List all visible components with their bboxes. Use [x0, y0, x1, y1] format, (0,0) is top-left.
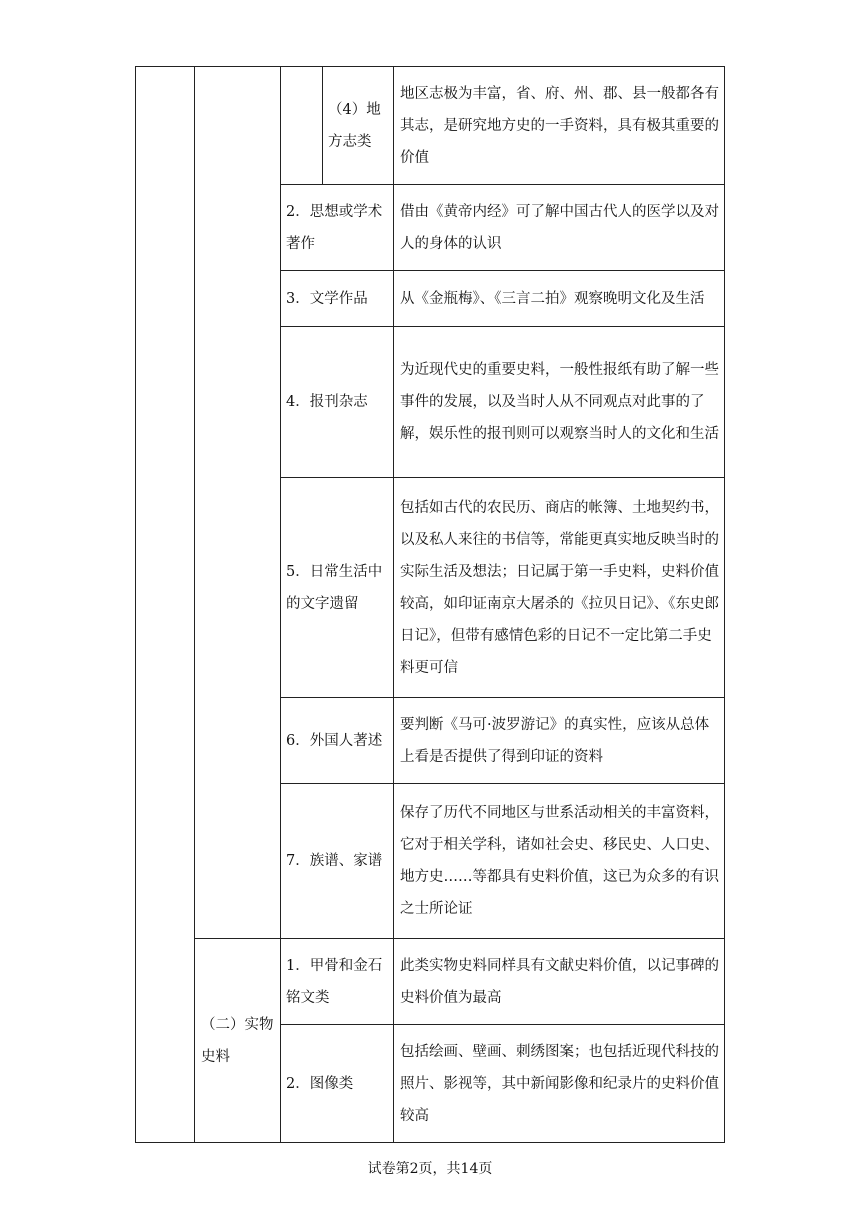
- category-cell: [286, 784, 390, 938]
- description-text: 包括绘画、壁画、刺绣图案；也包括近现代科技的照片、影视等，其中新闻影像和纪录片的史料价值较高: [400, 1043, 719, 1124]
- category-label: 4．报刊杂志: [286, 394, 368, 410]
- group-label: （二）实物史料: [201, 1016, 274, 1065]
- description-cell: [400, 698, 720, 783]
- category-label: （4）地方志类: [328, 101, 381, 150]
- description-text: 要判断《马可·波罗游记》的真实性，应该从总体上看是否提供了得到印证的资料: [400, 716, 710, 765]
- category-cell: [286, 327, 390, 477]
- page-footer: 试卷第2页，共14页: [367, 1161, 493, 1177]
- description-cell: [400, 784, 720, 938]
- description-cell: [400, 939, 720, 1024]
- category-label: 2．思想或学术著作: [286, 203, 383, 252]
- description-text: 借由《黄帝内经》可了解中国古代人的医学以及对人的身体的认识: [400, 203, 719, 252]
- description-cell: [400, 185, 720, 270]
- description-cell: [400, 327, 720, 477]
- category-label: 1．甲骨和金石铭文类: [286, 957, 383, 1006]
- category-label: 7．族谱、家谱: [286, 853, 383, 869]
- category-cell: [286, 271, 390, 326]
- description-cell: [400, 271, 720, 326]
- description-text: 保存了历代不同地区与世系活动相关的丰富资料，它对于相关学科，诸如社会史、移民史、人口史、地方史……等都具有史料价值，这已为众多的有识之士所论证: [400, 805, 719, 917]
- group-label-cell: [201, 939, 277, 1142]
- description-text: 此类实物史料同样具有文献史料价值，以记事碑的史料价值为最高: [400, 957, 719, 1006]
- description-text: 包括如古代的农民历、商店的帐簿、土地契约书，以及私人来往的书信等，常能更真实地反映当时的实际生活及想法；日记属于第一手史料，史料价值较高，如印证南京大屠杀的《拉贝日记》、《东史郎日记》，但带有感情色彩的日记不一定比第二手史料更可信: [400, 499, 719, 676]
- description-text: 为近现代史的重要史料，一般性报纸有助了解一些事件的发展，以及当时人从不同观点对此事的了解，娱乐性的报刊则可以观察当时人的文化和生活: [400, 362, 719, 442]
- category-cell: [286, 185, 390, 270]
- category-cell: [286, 939, 390, 1024]
- description-cell: [400, 478, 720, 697]
- category-cell: [286, 1025, 390, 1142]
- category-label: 2．图像类: [286, 1075, 354, 1092]
- description-cell: [400, 1025, 720, 1142]
- category-cell: [286, 698, 390, 783]
- category-label: 5．日常生活中的文字遗留: [286, 563, 383, 612]
- category-cell: [286, 478, 390, 697]
- description-cell: [400, 67, 720, 184]
- category-cell: [328, 67, 390, 184]
- description-text: 从《金瓶梅》、《三言二拍》观察晚明文化及生活: [400, 290, 705, 307]
- category-label: 6．外国人著述: [286, 732, 383, 749]
- category-label: 3．文学作品: [286, 290, 368, 307]
- description-text: 地区志极为丰富，省、府、州、郡、县一般都各有其志，是研究地方史的一手资料，具有极其重要的价值: [400, 85, 719, 166]
